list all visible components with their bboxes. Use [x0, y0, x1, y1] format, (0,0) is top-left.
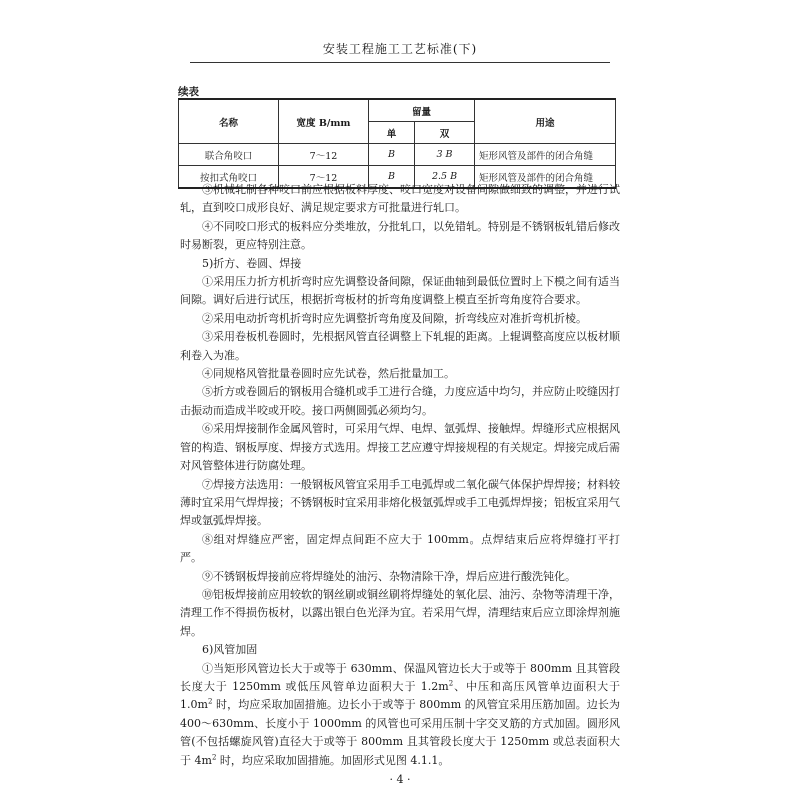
col-header-allowance: 留量: [369, 99, 475, 122]
superscript: 2: [448, 679, 454, 688]
running-header: 安装工程施工工艺标准(下): [322, 42, 478, 56]
paragraph: ④不同咬口形式的板料应分类堆放，分批轧口，以免错轧。特别是不锈钢板轧错后修改时易断裂，更应特别注意。: [180, 219, 620, 252]
col-header-double: 双: [415, 122, 475, 144]
paragraph: ④同规格风管批量卷圆时应先试卷，然后批量加工。: [202, 367, 455, 381]
cell-usage: 矩形风管及部件的闭合角缝: [475, 166, 616, 189]
paragraph-text: 时，均应采取加固措施。边长小于或等于 800mm 的风管宜采用压筋加固。边长为 400～630mm、长度小于 1000mm 的风管也可采用压制十字交叉筋的方式加固。圆形风管(不包括螺旋风管)直径大于或等于 800mm 且其管段长度大于 1250mm 或总表面积大于 4m: [180, 698, 620, 767]
superscript: 2: [207, 697, 213, 706]
paragraph: ⑦焊接方法选用：一般钢板风管宜采用手工电弧焊或二氧化碳气体保护焊焊接；材料较薄时宜采用气焊焊接；不锈钢板时宜采用非熔化极氩弧焊或手工电弧焊焊接；铝板宜采用气焊或氩弧焊焊接。: [180, 477, 620, 528]
cell-single: B: [369, 166, 415, 189]
col-header-width: 宽度 B/mm: [279, 99, 369, 144]
cell-usage: 矩形风管及部件的闭合角缝: [475, 144, 616, 166]
col-header-name: 名称: [179, 99, 279, 144]
paragraph: ⑤折方或卷圆后的钢板用合缝机或手工进行合缝，力度应适中均匀，并应防止咬缝因打击振动而造成半咬或开咬。接口两侧圆弧必须均匀。: [180, 385, 620, 417]
cell-width: 7～12: [279, 166, 369, 189]
paragraph: ⑧组对焊缝应严密，固定焊点间距不应大于 100mm。点焊结束后应将焊缝打平打严。: [180, 532, 620, 565]
cell-single: B: [369, 144, 415, 166]
col-header-usage: 用途: [475, 99, 616, 144]
cell-name: 联合角咬口: [179, 144, 279, 166]
paragraph-text: 、中压和高压风管单边面积大于 1.0m: [180, 679, 620, 712]
paragraph: [180, 660, 620, 770]
superscript: 2: [211, 752, 217, 761]
paragraph: ⑥采用焊接制作金属风管时，可采用气焊、电焊、氩弧焊、接触焊。焊缝形式应根据风管的构造、钢板厚度、焊接方式选用。焊接工艺应遵守焊接规程的有关规定。焊接完成后需对风管整体进行防腐处理。: [180, 422, 620, 473]
page-number: · 4 ·: [389, 773, 411, 786]
section-heading: 6)风管加固: [202, 643, 258, 657]
paragraph-text: 时，均应采取加固措施。加固形式见图 4.1.1。: [216, 753, 450, 767]
paragraph: ②采用电动折弯机折弯时应先调整折弯角度及间隙，折弯线应对准折弯机折棱。: [202, 311, 587, 325]
paragraph: ⑨不锈钢板焊接前应将焊缝处的油污、杂物清除干净，焊后应进行酸洗钝化。: [202, 569, 576, 583]
paragraph: ①采用压力折方机折弯时应先调整设备间隙，保证曲轴到最低位置时上下模之间有适当间隙。调好后进行试压，根据折弯板材的折弯角度调整上模直至折弯角度符合要求。: [180, 275, 620, 307]
seam-allowance-table: [178, 98, 616, 189]
col-header-single: 单: [369, 122, 415, 144]
cell-double: 3 B: [415, 144, 475, 166]
cell-name: 按扣式角咬口: [179, 166, 279, 189]
paragraph-text: ①当矩形风管边长大于或等于 630mm、保温风管边长大于或等于 800mm 且其管段长度大于 1250mm 或低压风管单边面积大于 1.2m: [180, 661, 620, 693]
cell-width: 7～12: [279, 144, 369, 166]
paragraph: ③采用卷板机卷圆时，先根据风管直径调整上下轧辊的距离。上辊调整高度应以板材顺利卷入为准。: [180, 330, 620, 362]
cell-double: 2.5 B: [415, 166, 475, 189]
section-heading: 5)折方、卷圆、焊接: [202, 256, 302, 270]
paragraph: ⑩铝板焊接前应用较软的钢丝刷或铜丝刷将焊缝处的氧化层、油污、杂物等清理干净，清理工作不得损伤板材，以露出银白色光泽为宜。若采用气焊，清理结束后应立即涂焊剂施焊。: [180, 587, 620, 638]
header-rule: [190, 62, 610, 63]
body-text: [180, 181, 620, 770]
table-caption: 续表: [178, 86, 199, 98]
paragraph: ③机械轧制各种咬口前应根据板料厚度、咬口宽度对设备间隙做细致的调整，并进行试轧，直到咬口成形良好、满足规定要求方可批量进行轧口。: [180, 183, 620, 215]
table-row: [179, 144, 616, 166]
